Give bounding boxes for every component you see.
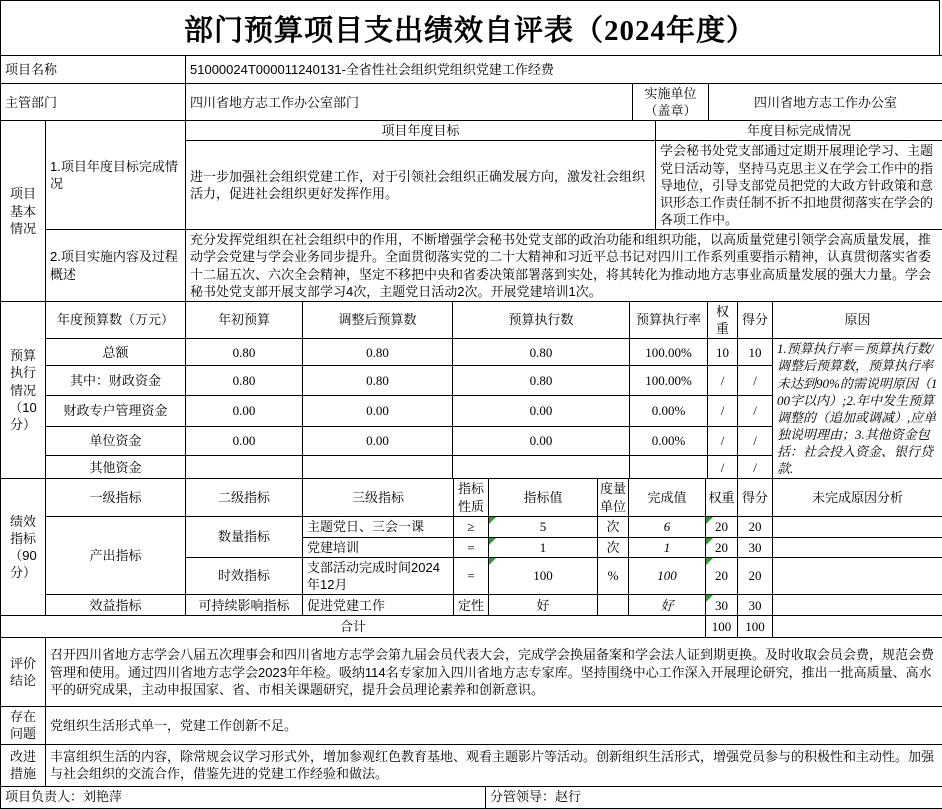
indicators-table bbox=[0, 478, 942, 638]
budget-initial-value: 0.80 bbox=[186, 339, 303, 366]
indicator-header-weight: 权重 bbox=[706, 479, 738, 516]
analysis-empty-cell bbox=[773, 557, 942, 594]
budget-weight-value: / bbox=[708, 396, 738, 426]
level2-quantity-indicator: 数量指标 bbox=[186, 516, 303, 557]
indicator-header-level1: 一级指标 bbox=[46, 479, 186, 516]
budget-weight-value: / bbox=[708, 366, 738, 396]
budget-executed-value bbox=[453, 455, 630, 479]
budget-header-weight: 权重 bbox=[708, 301, 738, 338]
budget-rate-value: 100.00% bbox=[630, 339, 708, 366]
project-manager: 项目负责人：刘艳萍 bbox=[1, 786, 486, 808]
improvements-text: 丰富组织生活的内容，除常规会议学习形式外，增加参观红色教育基地、观看主题影片等活动。创新组织生活形式，增强党员参与的积极性和主动性。加强与社会组织的交流合作，借鉴先进的党建工作经验和做法。 bbox=[46, 744, 942, 786]
indicator-unit bbox=[598, 595, 629, 616]
analysis-empty-cell bbox=[773, 516, 942, 537]
basic-section-label: 项目基本情况 bbox=[1, 121, 46, 302]
indicator-actual-value: 好 bbox=[629, 595, 706, 616]
budget-row-label: 其他资金 bbox=[46, 455, 186, 479]
budget-header-executed: 预算执行数 bbox=[453, 301, 630, 338]
indicator-score: 20 bbox=[738, 557, 773, 594]
level2-sustain-indicator: 可持续影响指标 bbox=[186, 595, 303, 616]
budget-adjusted-value: 0.80 bbox=[303, 339, 453, 366]
impl-unit-value: 四川省地方志工作办公室 bbox=[709, 84, 942, 121]
indicator-target-value bbox=[489, 557, 598, 594]
improvements-label: 改进措施 bbox=[1, 744, 46, 786]
budget-initial-value: 0.80 bbox=[186, 366, 303, 396]
budget-executed-value: 0.00 bbox=[453, 396, 630, 426]
indicator-weight bbox=[706, 516, 738, 537]
indicator-row-theme-party-day bbox=[1, 516, 942, 537]
summary-table bbox=[0, 637, 942, 786]
analysis-empty-cell bbox=[773, 616, 942, 638]
budget-rate-value bbox=[630, 455, 708, 479]
cell-corner-marker-icon bbox=[706, 558, 713, 565]
indicator-weight-text: 20 bbox=[715, 540, 728, 555]
budget-header-initial: 年初预算 bbox=[186, 301, 303, 338]
level1-output-indicator: 产出指标 bbox=[46, 516, 186, 594]
indicator-weight bbox=[706, 557, 738, 594]
indicator-target-text: 100 bbox=[533, 568, 553, 583]
indicator-total-row bbox=[1, 616, 942, 638]
indicator-score: 30 bbox=[738, 537, 773, 557]
indicator-weight bbox=[706, 595, 738, 616]
budget-rate-value: 0.00% bbox=[630, 426, 708, 455]
problems-text: 党组织生活形式单一，党建工作创新不足。 bbox=[46, 707, 942, 744]
budget-adjusted-value: 0.00 bbox=[303, 426, 453, 455]
analysis-empty-cell bbox=[773, 595, 942, 616]
budget-adjusted-value: 0.80 bbox=[303, 366, 453, 396]
indicator-score: 20 bbox=[738, 516, 773, 537]
indicator-actual-value: 6 bbox=[629, 516, 706, 537]
budget-rate-value: 0.00% bbox=[630, 396, 708, 426]
budget-header-reason: 原因 bbox=[773, 301, 942, 338]
analysis-empty-cell bbox=[773, 537, 942, 557]
indicator-score: 30 bbox=[738, 595, 773, 616]
budget-adjusted-value bbox=[303, 455, 453, 479]
budget-header-rate: 预算执行率 bbox=[630, 301, 708, 338]
cell-corner-marker-icon bbox=[706, 538, 713, 545]
budget-executed-value: 0.00 bbox=[453, 426, 630, 455]
indicator-name: 支部活动完成时间2024年12月 bbox=[303, 557, 454, 594]
indicator-target-value bbox=[489, 537, 598, 557]
goal-status-text: 学会秘书处党支部通过定期开展理论学习、主题党日活动等，坚持马克思主义在学会工作中的指导地位，引导支部党员把党的大政方针政策和意识形态工作责任制不折不扣地贯彻落实在学会的各项工作中。 bbox=[656, 141, 942, 230]
indicator-name: 主题党日、三会一课 bbox=[303, 516, 454, 537]
budget-row-total bbox=[1, 339, 942, 366]
dept-value: 四川省地方志工作办公室部门 bbox=[186, 84, 633, 121]
budget-row-label: 其中：财政资金 bbox=[46, 366, 186, 396]
budget-weight-value: 10 bbox=[708, 339, 738, 366]
problems-label: 存在问题 bbox=[1, 707, 46, 744]
basic-row1-label: 1.项目年度目标完成情况 bbox=[46, 121, 186, 230]
indicator-target-value: 好 bbox=[489, 595, 598, 616]
budget-initial-value: 0.00 bbox=[186, 396, 303, 426]
budget-score-value: / bbox=[738, 426, 773, 455]
budget-weight-value: / bbox=[708, 426, 738, 455]
budget-executed-value: 0.80 bbox=[453, 339, 630, 366]
cell-corner-marker-icon bbox=[706, 595, 713, 602]
budget-reason-note: 1.预算执行率＝预算执行数/调整后预算数，预算执行率未达到90%的需说明原因（100字以内）;2.年中发生预算调整的（追加或调减）,应单独说明理由；3.其他资金包括：社会投入资金、银行贷款. bbox=[773, 339, 942, 479]
dept-label: 主管部门 bbox=[1, 84, 186, 121]
budget-initial-value bbox=[186, 455, 303, 479]
budget-rate-value: 100.00% bbox=[630, 366, 708, 396]
indicators-section-label: 绩效指标（90分） bbox=[1, 479, 46, 616]
basic-row2-label: 2.项目实施内容及过程概述 bbox=[46, 230, 186, 302]
cell-corner-marker-icon bbox=[489, 538, 496, 545]
indicator-nature: 定性 bbox=[454, 595, 489, 616]
budget-table bbox=[0, 301, 942, 480]
supervising-leader: 分管领导：赵行 bbox=[486, 786, 942, 808]
budget-weight-value: / bbox=[708, 455, 738, 479]
indicator-unit: 次 bbox=[598, 537, 629, 557]
budget-header-score: 得分 bbox=[738, 301, 773, 338]
budget-executed-value: 0.80 bbox=[453, 366, 630, 396]
indicator-header-actual: 完成值 bbox=[629, 479, 706, 516]
annual-goal-header: 项目年度目标 bbox=[186, 121, 656, 141]
total-label: 合计 bbox=[1, 616, 706, 638]
indicator-weight-text: 20 bbox=[715, 519, 728, 534]
indicator-header-unit: 度量单位 bbox=[598, 479, 629, 516]
project-name-label: 项目名称 bbox=[1, 56, 186, 84]
cell-corner-marker-icon bbox=[489, 558, 496, 565]
indicator-nature: = bbox=[454, 557, 489, 594]
conclusion-text: 召开四川省地方志学会八届五次理事会和四川省地方志学会第九届会员代表大会，完成学会换届备案和学会法人证到期更换。及时收取会员会费，规范会费管理和使用。通过四川省地方志学会2023年年检。吸纳114名专家加入四川省地方志专家库。坚持围绕中心工作深入开展理论研究，推出一批高质量、高水平的研究成果，主动申报国家、省、市相关课题研究，提升会员理论素养和创新意识。 bbox=[46, 638, 942, 707]
indicator-weight-text: 30 bbox=[715, 598, 728, 613]
level1-benefit-indicator: 效益指标 bbox=[46, 595, 186, 616]
indicator-name: 促进党建工作 bbox=[303, 595, 454, 616]
total-weight: 100 bbox=[706, 616, 738, 638]
conclusion-label: 评价结论 bbox=[1, 638, 46, 707]
indicator-header-level3: 三级指标 bbox=[303, 479, 454, 516]
indicator-actual-value: 100 bbox=[629, 557, 706, 594]
indicator-header-nature: 指标性质 bbox=[454, 479, 489, 516]
cell-corner-marker-icon bbox=[489, 517, 496, 524]
impl-unit-label: 实施单位（盖章） bbox=[633, 84, 709, 121]
indicator-name: 党建培训 bbox=[303, 537, 454, 557]
budget-header-adjusted: 调整后预算数 bbox=[303, 301, 453, 338]
budget-score-value: / bbox=[738, 455, 773, 479]
indicator-target-text: 5 bbox=[540, 519, 547, 534]
indicator-nature: ≥ bbox=[454, 516, 489, 537]
budget-header-row-label: 年度预算数（万元） bbox=[46, 301, 186, 338]
budget-row-label: 财政专户管理资金 bbox=[46, 396, 186, 426]
level2-time-indicator: 时效指标 bbox=[186, 557, 303, 594]
total-score: 100 bbox=[738, 616, 773, 638]
goal-status-header: 年度目标完成情况 bbox=[656, 121, 942, 141]
indicator-unit: % bbox=[598, 557, 629, 594]
top-info-table bbox=[0, 55, 942, 121]
indicator-target-text: 1 bbox=[540, 540, 547, 555]
indicator-target-value bbox=[489, 516, 598, 537]
indicator-actual-value: 1 bbox=[629, 537, 706, 557]
cell-corner-marker-icon bbox=[706, 517, 713, 524]
indicator-nature: = bbox=[454, 537, 489, 557]
basic-info-table bbox=[0, 120, 942, 302]
indicator-unit: 次 bbox=[598, 516, 629, 537]
budget-score-value: / bbox=[738, 366, 773, 396]
budget-initial-value: 0.00 bbox=[186, 426, 303, 455]
indicator-header-analysis: 未完成原因分析 bbox=[773, 479, 942, 516]
project-name-value: 51000024T000011240131-全省性社会组织党组织党建工作经费 bbox=[186, 56, 942, 84]
indicator-weight-text: 20 bbox=[715, 568, 728, 583]
form-title: 部门预算项目支出绩效自评表（2024年度） bbox=[0, 0, 940, 56]
footer-table bbox=[0, 786, 942, 809]
indicator-weight bbox=[706, 537, 738, 557]
implementation-text: 充分发挥党组织在社会组织中的作用，不断增强学会秘书处党支部的政治功能和组织功能，以高质量党建引领学会高质量发展，推动学会党建与学会业务同步提升。全面贯彻落实党的二十大精神和习近平总书记对四川工作系列重要指示精神，认真贯彻落实省委十二届五次、六次全会精神，坚定不移把中央和省委决策部署落到实处，将其转化为推动地方志事业高质量发展的强大力量。学会秘书处党支部开展支部学习4次，主题党日活动2次。开展党建培训1次。 bbox=[186, 230, 942, 302]
budget-score-value: 10 bbox=[738, 339, 773, 366]
indicator-header-level2: 二级指标 bbox=[186, 479, 303, 516]
budget-adjusted-value: 0.00 bbox=[303, 396, 453, 426]
indicator-row-promote-party-building bbox=[1, 595, 942, 616]
indicator-header-score: 得分 bbox=[738, 479, 773, 516]
budget-row-label: 总额 bbox=[46, 339, 186, 366]
budget-row-label: 单位资金 bbox=[46, 426, 186, 455]
indicator-header-target: 指标值 bbox=[489, 479, 598, 516]
budget-section-label: 预算执行情况（10分） bbox=[1, 301, 46, 479]
annual-goal-text: 进一步加强社会组织党建工作，对于引领社会组织正确发展方向，激发社会组织活力，促进社会组织更好发挥作用。 bbox=[186, 141, 656, 230]
budget-score-value: / bbox=[738, 396, 773, 426]
